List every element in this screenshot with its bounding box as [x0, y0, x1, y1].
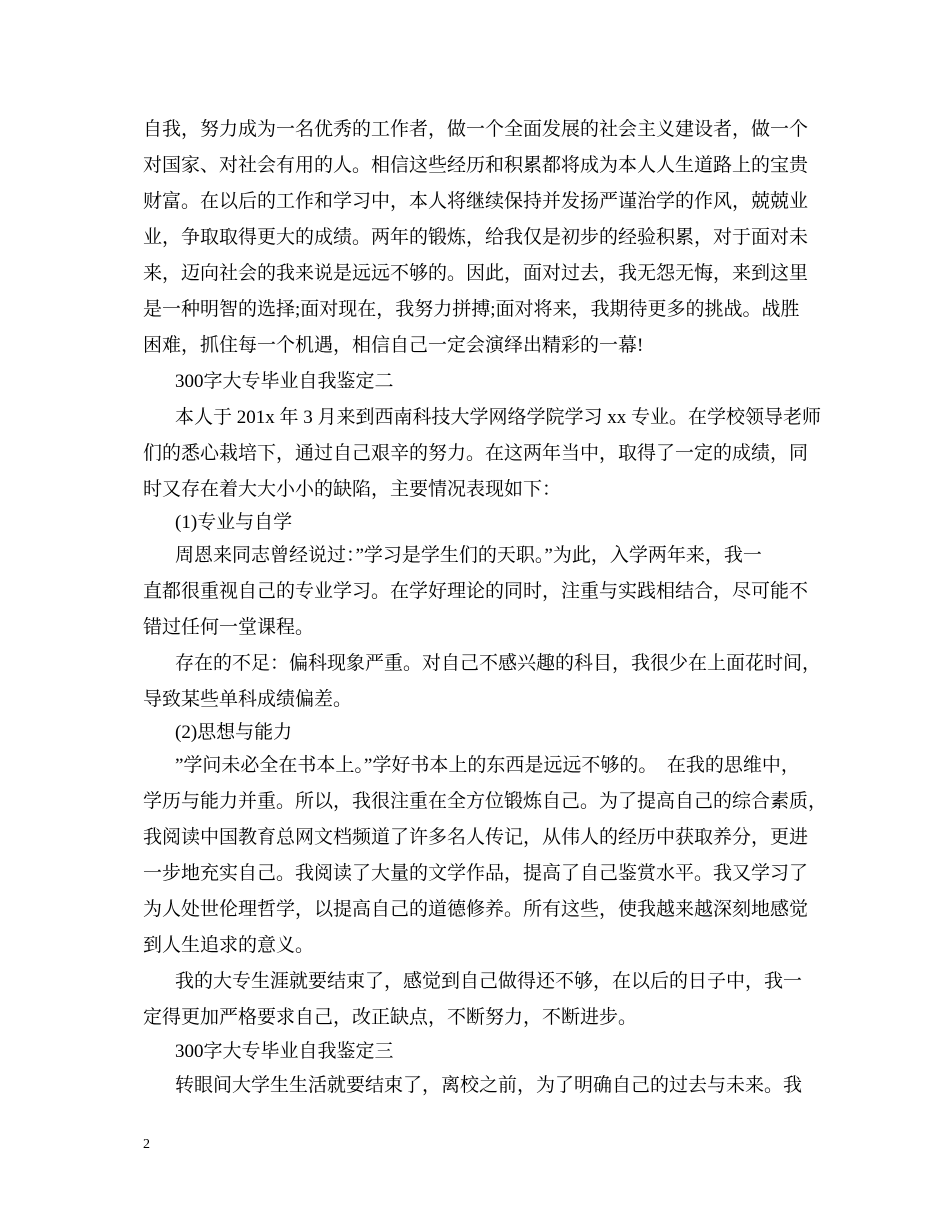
document-body: [143, 112, 843, 1104]
item-1-weakness-paragraph: [143, 646, 843, 718]
section-3-opening-paragraph: [143, 1068, 843, 1104]
text-line: 定得更加严格要求自己，改正缺点，不断努力，不断进步。: [143, 1007, 638, 1028]
item-1-paragraph: [143, 538, 843, 646]
text-line: 们的悉心栽培下，通过自己艰辛的努力。在这两年当中，取得了一定的成绩，同: [143, 443, 809, 464]
text-line: 导致某些单科成绩偏差。: [143, 689, 353, 710]
item-heading: (2)思想与能力: [175, 722, 293, 743]
text-line: 直都很重视自己的专业学习。在学好理论的同时，注重与实践相结合，尽可能不: [143, 581, 809, 602]
text-line: 错过任何一堂课程。: [143, 617, 315, 638]
section-heading: 300字大专毕业自我鉴定三: [175, 1041, 394, 1062]
text-line: 转眼间大学生生活就要结束了，离校之前，为了明确自己的过去与未来。我: [175, 1075, 803, 1096]
text-line: 本人于 201x 年 3 月来到西南科技大学网络学院学习 xx 专业。在学校领导老师: [175, 407, 822, 428]
item-2-paragraph: [143, 748, 843, 964]
text-line: 我阅读中国教育总网文档频道了许多名人传记，从伟人的经历中获取养分，更进: [143, 827, 809, 848]
intro-paragraph: [143, 112, 843, 364]
section-2-opening-paragraph: [143, 400, 843, 508]
text-line: 学历与能力并重。所以，我很注重在全方位锻炼自己。为了提高自己的综合素质，: [143, 791, 828, 812]
page-number: 2: [143, 1137, 150, 1152]
text-line: 困难，抓住每一个机遇，相信自己一定会演绎出精彩的一幕!: [143, 335, 644, 356]
section-heading: 300字大专毕业自我鉴定二: [175, 371, 394, 392]
text-line: 来，迈向社会的我来说是远远不够的。因此，面对过去，我无怨无悔，来到这里: [143, 263, 809, 284]
text-line: 时又存在着大大小小的缺陷，主要情况表现如下：: [143, 479, 562, 500]
text-line: 对国家、对社会有用的人。相信这些经历和积累都将成为本人人生道路上的宝贵: [143, 155, 809, 176]
text-line: 存在的不足：偏科现象严重。对自己不感兴趣的科目，我很少在上面花时间，: [175, 653, 822, 674]
text-line: 业，争取取得更大的成绩。两年的锻炼，给我仅是初步的经验积累，对于面对未: [143, 227, 809, 248]
section-2-closing-paragraph: [143, 964, 843, 1036]
text-line: 自我，努力成为一名优秀的工作者，做一个全面发展的社会主义建设者，做一个: [143, 119, 809, 140]
text-line: 是一种明智的选择;面对现在，我努力拼搏;面对将来，我期待更多的挑战。战胜: [143, 299, 800, 320]
text-line: 到人生追求的意义。: [143, 935, 315, 956]
text-line: ”学问未必全在书本上。”学好书本上的东西是远远不够的。 在我的思维中，: [175, 755, 800, 776]
text-line: 财富。在以后的工作和学习中，本人将继续保持并发扬严谨治学的作风，兢兢业: [143, 191, 809, 212]
text-line: 我的大专生涯就要结束了，感觉到自己做得还不够，在以后的日子中，我一: [175, 971, 803, 992]
text-line: 一步地充实自己。我阅读了大量的文学作品，提高了自己鉴赏水平。我又学习了: [143, 863, 809, 884]
text-line: 为人处世伦理哲学，以提高自己的道德修养。所有这些，使我越来越深刻地感觉: [143, 899, 809, 920]
item-heading: (1)专业与自学: [175, 512, 293, 533]
text-line: 周恩来同志曾经说过：”学习是学生们的天职。”为此，入学两年来，我一: [175, 545, 762, 566]
